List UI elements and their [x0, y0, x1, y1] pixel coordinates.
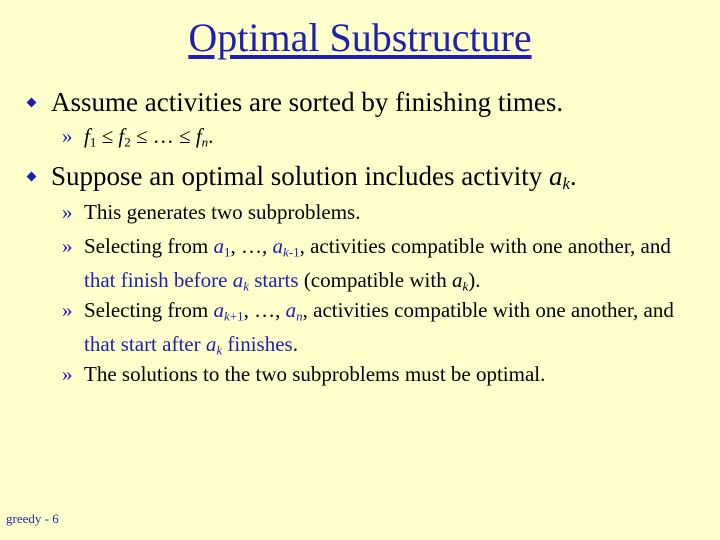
slide-title: Optimal Substructure — [188, 15, 532, 60]
raquo-bullet-icon: » — [62, 298, 73, 322]
slide-footer: greedy - 6 — [6, 511, 59, 526]
raquo-bullet-icon: » — [62, 362, 73, 386]
raquo-bullet-icon: » — [62, 234, 73, 258]
sub-bullet-2-1 — [62, 198, 702, 226]
diamond-bullet-icon — [27, 98, 37, 108]
raquo-bullet-icon: » — [62, 124, 73, 148]
sub-bullet-1-1 — [62, 122, 702, 156]
sub-bullet-2-1-text: This generates two subproblems. — [84, 200, 361, 224]
sub-bullet-2-2-text: Selecting from $a_1$, …, $a_{k-1}$, activities compatible with one another, and that finish before $a_k$ starts (compatible with $a_k$). — [84, 234, 671, 294]
bullet-2-text: Suppose an optimal solution includes activity $a_k$. — [51, 161, 577, 194]
bullet-1-text: Assume activities are sorted by finishing times. — [51, 87, 564, 117]
sub-bullet-2-4 — [62, 360, 702, 388]
bullet-2 — [28, 160, 577, 200]
diamond-bullet-icon — [27, 172, 37, 182]
bullet-1 — [28, 86, 563, 118]
sub-bullet-1-1-text: $f_1 \le f_2$ ≤ … ≤ $f_n$. — [84, 124, 214, 150]
sub-bullet-2-2 — [62, 232, 702, 301]
sub-bullet-2-3-text: Selecting from $a_{k+1}$, …, $a_n$, activities compatible with one another, and that start after $a_k$ finishes. — [84, 298, 674, 358]
sub-bullet-2-4-text: The solutions to the two subproblems must be optimal. — [84, 362, 546, 386]
raquo-bullet-icon: » — [62, 200, 73, 224]
sub-bullet-2-3 — [62, 296, 702, 365]
